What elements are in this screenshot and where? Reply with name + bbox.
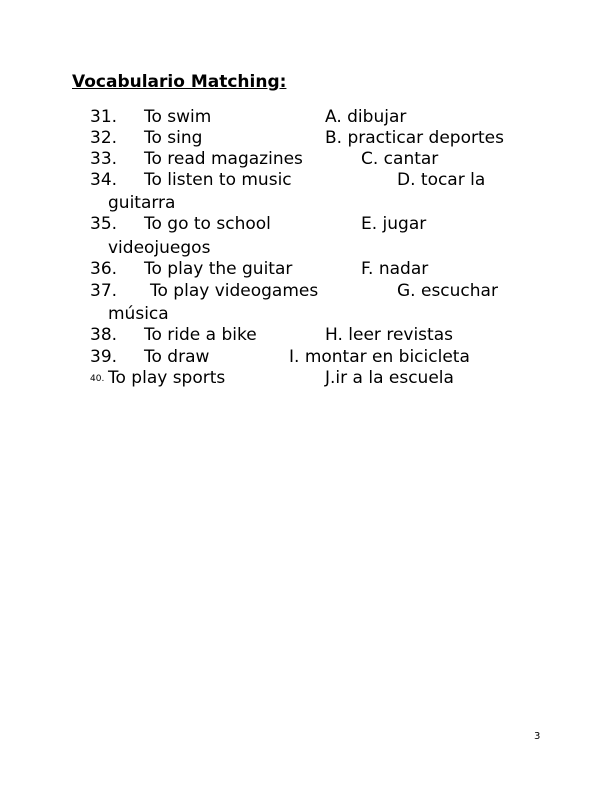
english-term: To draw [144,347,210,367]
english-term: To play the guitar [144,259,293,279]
english-term: To listen to music [144,170,292,190]
english-term: To read magazines [144,149,303,169]
spanish-option: B. practicar deportes [325,128,504,148]
english-term: To ride a bike [144,325,257,345]
spanish-option: D. tocar la [397,170,486,190]
item-number: 40. [90,374,105,384]
english-term: To go to school [144,214,271,234]
english-term: To play sports [108,368,226,388]
item-number: 36. [90,259,118,279]
item-number: 39. [90,347,118,367]
spanish-option: J.ir a la escuela [325,368,454,388]
item-number: 35. [90,214,118,234]
page-number: 3 [534,731,541,742]
spanish-option: H. leer revistas [325,325,453,345]
item-number: 31. [90,107,118,127]
english-term: To swim [144,107,212,127]
spanish-option: A. dibujar [325,107,407,127]
spanish-option: F. nadar [361,259,429,279]
spanish-option: C. cantar [361,149,439,169]
spanish-option-continuation: videojuegos [108,238,211,258]
spanish-option-continuation: guitarra [108,193,176,213]
spanish-option: E. jugar [361,214,427,234]
english-term: To play videogames [150,281,319,301]
item-number: 33. [90,149,118,169]
spanish-option: G. escuchar [397,281,498,301]
spanish-option-continuation: música [108,304,169,324]
spanish-option: I. montar en bicicleta [289,347,470,367]
english-term: To sing [144,128,203,148]
item-number: 34. [90,170,118,190]
item-number: 37. [90,281,118,301]
worksheet-title: Vocabulario Matching: [72,72,287,92]
item-number: 32. [90,128,118,148]
item-number: 38. [90,325,118,345]
